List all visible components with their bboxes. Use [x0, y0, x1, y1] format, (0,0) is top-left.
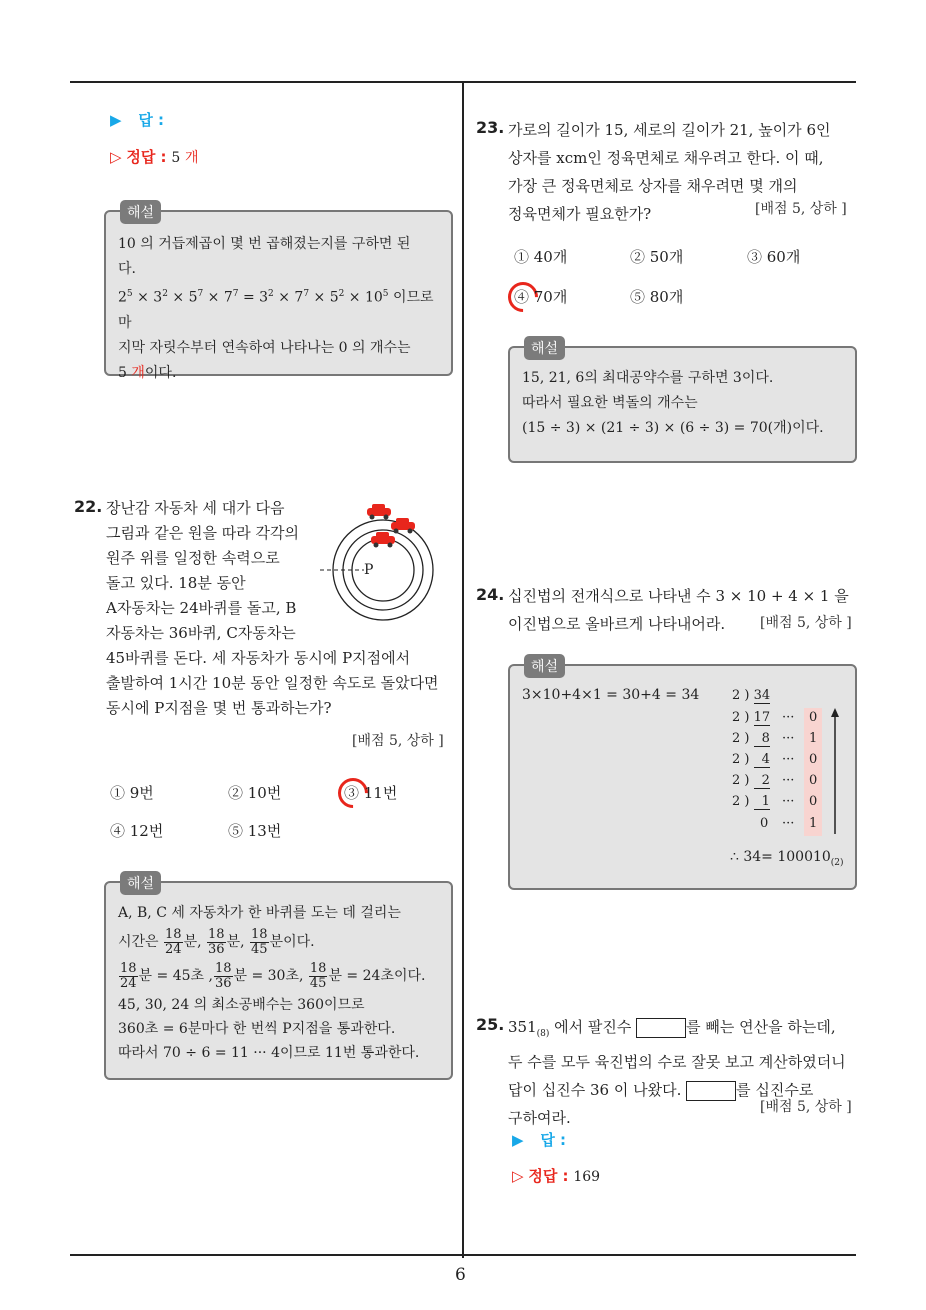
explanation-line: A, B, C 세 자동차가 한 바퀴를 도는 데 걸리는	[118, 905, 401, 921]
division-row: 0 ··· 1	[760, 816, 818, 831]
correct-answer-unit: 개	[185, 150, 199, 166]
question-line: 가장 큰 정육면체로 상자를 채우려면 몇 개의	[508, 177, 798, 195]
page-number: 6	[455, 1265, 466, 1285]
point-p-label: P	[364, 562, 374, 578]
score-23: [배점 5, 상하 ]	[755, 201, 847, 217]
explanation-line: 5 개이다.	[118, 364, 177, 381]
question-line: 가로의 길이가 15, 세로의 길이가 21, 높이가 6인	[508, 121, 831, 139]
explanation-line: 15, 21, 6의 최대공약수를 구하면 3이다.	[522, 370, 774, 386]
answer-label: 답 :	[138, 111, 165, 129]
division-row: 2 ) 34	[732, 688, 771, 703]
outline-triangle-icon: ▷	[512, 1167, 524, 1185]
explanation-line: (15 ÷ 3) × (21 ÷ 3) × (6 ÷ 3) = 70(개)이다.	[522, 420, 824, 436]
explanation-fraction-line: $\frac{18}{24}$ 분 = 45초 , $\frac{18}{36}$ 분 = 30초, $\frac{18}{45}$ 분 = 24초이다.	[120, 960, 426, 991]
car-icon	[391, 518, 415, 534]
explanation-text	[118, 232, 448, 386]
explanation-line: 이므로 마	[118, 289, 434, 331]
choice-23-4[interactable]: ④ 70개	[514, 288, 568, 306]
explanation-line: 지막 자릿수부터 연속하여 나타나는 0 의 개수는	[118, 339, 411, 356]
blank-box	[636, 1018, 686, 1038]
answer-row	[512, 1128, 566, 1153]
question-line: 정육면체가 필요한가?	[508, 205, 652, 223]
correct-answer-value: 5	[171, 150, 181, 166]
question-line: 상자를 xcm인 정육면체로 채우려고 한다. 이 때,	[508, 149, 824, 167]
choice-23-5[interactable]: ⑤ 80개	[630, 288, 684, 306]
question-line: 자동차는 36바퀴, C자동차는	[106, 624, 296, 642]
question-line: 돌고 있다. 18분 동안	[106, 574, 246, 592]
question-line: 두 수를 모두 육진법의 수로 잘못 보고 계산하였더니	[508, 1053, 846, 1071]
question-line: 장난감 자동차 세 대가 다음	[106, 499, 285, 517]
correct-answer-label: 정답 :	[126, 148, 167, 166]
fraction: $\frac{18}{24}$	[165, 926, 182, 957]
question-line: 출발하여 1시간 10분 동안 일정한 속도로 돌았다면	[106, 674, 439, 692]
fraction: $\frac{18}{45}$	[309, 960, 327, 991]
explanation-line: 45, 30, 24 의 최소공배수는 360이므로	[118, 997, 365, 1013]
explanation-fraction-line: 시간은 $\frac{18}{24}$ 분, $\frac{18}{36}$ 분, $\frac{18}{45}$ 분이다.	[118, 926, 315, 957]
division-row: 2 ) 8 ··· 1	[732, 731, 818, 746]
correct-answer-row	[512, 1164, 600, 1190]
choice-22-2[interactable]: ② 10번	[228, 784, 282, 802]
question-line: $351_{(8)}$ 에서 팔진수 를 빼는 연산을 하는데,	[508, 1018, 836, 1039]
division-row: 2 ) 17 ··· 0	[732, 710, 818, 725]
explanation-box-22	[104, 876, 453, 1080]
question-number-24: 24.	[476, 585, 505, 604]
choice-23-1[interactable]: ① 40개	[514, 248, 568, 266]
explanation-tag: 해설	[524, 654, 565, 678]
explanation-line: 따라서 필요한 벽돌의 개수는	[522, 395, 698, 411]
car-icon	[367, 504, 391, 520]
question-line: 구하여라.	[508, 1109, 571, 1127]
choice-22-5[interactable]: ⑤ 13번	[228, 822, 282, 840]
explanation-tag: 해설	[120, 871, 161, 895]
explanation-line: 따라서 70 ÷ 6 = 11 ··· 4이므로 11번 통과한다.	[118, 1045, 420, 1061]
choice-23-3[interactable]: ③ 60개	[747, 248, 801, 266]
score-24: [배점 5, 상하 ]	[760, 615, 852, 631]
choice-22-3[interactable]: ③ 11번	[344, 784, 398, 802]
question-line: A자동차는 24바퀴를 돌고, B	[106, 599, 297, 617]
question-line: 이진법으로 올바르게 나타내어라.	[508, 615, 726, 633]
score-22: [배점 5, 상하 ]	[352, 733, 444, 749]
outline-triangle-icon: ▷	[110, 148, 122, 166]
question-line: 45바퀴를 돈다. 세 자동차가 동시에 P지점에서	[106, 649, 411, 667]
question-number-25: 25.	[476, 1015, 505, 1034]
division-row: 2 ) 1 ··· 0	[732, 794, 818, 809]
correct-answer-value: 169	[573, 1169, 601, 1185]
answer-row	[110, 108, 164, 133]
fraction: $\frac{18}{36}$	[214, 960, 232, 991]
question-line: 원주 위를 일정한 속력으로	[106, 549, 280, 567]
question-line: 답이 십진수 36 이 나왔다. 를 십진수로	[508, 1081, 814, 1099]
choice-22-4[interactable]: ④ 12번	[110, 822, 164, 840]
up-arrow-icon	[830, 708, 840, 836]
fraction: $\frac{18}{45}$	[251, 926, 268, 957]
fraction: $\frac{18}{24}$	[120, 960, 137, 991]
explanation-line: 다.	[118, 261, 136, 277]
explanation-box-21	[104, 205, 453, 381]
question-number-23: 23.	[476, 118, 505, 137]
play-triangle-icon: ▶	[110, 111, 122, 129]
question-line: 십진법의 전개식으로 나타낸 수 3 × 10 + 4 × 1 을	[508, 587, 849, 605]
explanation-tag: 해설	[120, 200, 161, 224]
fraction: $\frac{18}{36}$	[208, 926, 225, 957]
explanation-line: 10 의 거듭제곱이 몇 번 곱해졌는지를 구하면 된	[118, 236, 411, 252]
correct-answer-row	[110, 145, 199, 171]
calc-line: 3×10+4×1 = 30+4 = 34	[522, 687, 700, 703]
concentric-circles-figure	[318, 498, 458, 638]
explanation-text	[118, 901, 452, 1065]
play-triangle-icon: ▶	[512, 1131, 524, 1149]
explanation-box-24	[508, 659, 857, 890]
correct-answer-label: 정답 :	[528, 1167, 569, 1185]
explanation-box-23	[508, 341, 857, 463]
car-icon	[371, 532, 395, 548]
choice-22-1[interactable]: ① 9번	[110, 784, 154, 802]
column-divider	[462, 82, 464, 1258]
division-row: 2 ) 2 ··· 0	[732, 773, 818, 788]
question-line: 동시에 P지점을 몇 번 통과하는가?	[106, 699, 332, 717]
choice-23-2[interactable]: ② 50개	[630, 248, 684, 266]
explanation-formula-line: $2^5 \times 3^2 \times 5^7 \times 7^7 = 3^2 \times 7^7 \times 5^2 \times 10^5$ 이므로 마	[118, 289, 434, 331]
answer-label: 답 :	[540, 1131, 567, 1149]
division-row: 2 ) 4 ··· 0	[732, 752, 818, 767]
inner-circle	[352, 539, 414, 601]
explanation-line: 360초 = 6분마다 한 번씩 P지점을 통과한다.	[118, 1021, 396, 1037]
blank-box	[686, 1081, 736, 1101]
question-number-22: 22.	[74, 497, 103, 516]
explanation-tag: 해설	[524, 336, 565, 360]
question-line: 그림과 같은 원을 따라 각각의	[106, 524, 299, 542]
binary-result: ∴ $34= 100010_{(2)}$	[730, 849, 844, 868]
explanation-text	[522, 366, 852, 441]
score-25: [배점 5, 상하 ]	[760, 1099, 852, 1115]
